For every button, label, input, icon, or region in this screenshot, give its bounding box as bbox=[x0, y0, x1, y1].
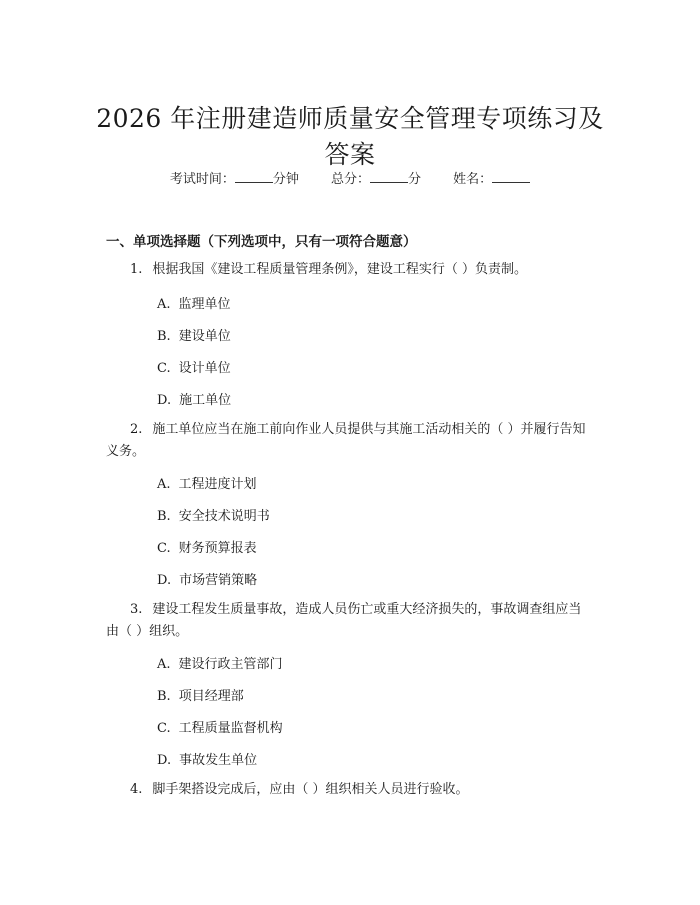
option-letter: C. bbox=[157, 721, 171, 736]
option-text: 项目经理部 bbox=[178, 689, 244, 704]
name-field bbox=[453, 168, 530, 187]
total-score-field bbox=[331, 168, 421, 187]
page-title bbox=[90, 101, 610, 173]
question-stem bbox=[106, 599, 594, 643]
option-letter: D. bbox=[157, 753, 172, 768]
option-text: 建设单位 bbox=[178, 329, 231, 344]
question-stem bbox=[106, 779, 594, 801]
option-item bbox=[157, 717, 283, 736]
option-letter: B. bbox=[157, 329, 171, 344]
option-text: 建设行政主管部门 bbox=[178, 657, 283, 672]
title-line-1: 2026 年注册建造师质量安全管理专项练习及 bbox=[96, 103, 604, 133]
question-number: 3. bbox=[130, 602, 143, 617]
section-heading: 一、单项选择题（下列选项中，只有一项符合题意） bbox=[106, 234, 417, 250]
option-letter: C. bbox=[157, 361, 171, 376]
option-letter: D. bbox=[157, 393, 172, 408]
option-text: 工程进度计划 bbox=[178, 477, 257, 492]
option-text: 设计单位 bbox=[178, 361, 231, 376]
question-stem bbox=[106, 259, 594, 281]
name-blank bbox=[492, 170, 530, 183]
option-text: 市场营销策略 bbox=[179, 573, 258, 588]
option-item bbox=[157, 473, 257, 492]
question-text: 根据我国《建设工程质量管理条例》，建设工程实行（ ）负责制。 bbox=[152, 262, 528, 277]
option-item bbox=[157, 293, 231, 312]
option-item bbox=[157, 505, 270, 524]
question-text: 脚手架搭设完成后，应由（ ）组织相关人员进行验收。 bbox=[152, 782, 469, 797]
option-text: 安全技术说明书 bbox=[178, 509, 270, 524]
option-text: 施工单位 bbox=[179, 393, 232, 408]
option-item bbox=[157, 325, 231, 344]
question-number: 4. bbox=[130, 782, 143, 797]
question-number: 1. bbox=[130, 262, 143, 277]
exam-time-blank bbox=[235, 170, 273, 183]
option-item bbox=[157, 357, 231, 376]
option-letter: A. bbox=[157, 297, 171, 312]
total-score-unit: 分 bbox=[408, 172, 422, 187]
question-stem bbox=[106, 419, 594, 463]
option-item bbox=[157, 653, 283, 672]
exam-time-label: 考试时间： bbox=[169, 172, 235, 187]
option-item bbox=[157, 389, 231, 408]
option-item bbox=[157, 685, 244, 704]
option-item bbox=[157, 537, 257, 556]
option-item bbox=[157, 569, 257, 588]
option-letter: A. bbox=[157, 657, 171, 672]
total-score-label: 总分： bbox=[330, 172, 370, 187]
option-text: 工程质量监督机构 bbox=[178, 721, 283, 736]
exam-time-unit: 分钟 bbox=[272, 172, 299, 187]
exam-time-field bbox=[170, 168, 299, 187]
option-text: 财务预算报表 bbox=[178, 541, 257, 556]
title-line-2: 答案 bbox=[324, 139, 376, 169]
option-letter: B. bbox=[157, 689, 171, 704]
exam-meta bbox=[0, 168, 700, 187]
option-text: 事故发生单位 bbox=[179, 753, 258, 768]
option-letter: A. bbox=[157, 477, 171, 492]
question-number: 2. bbox=[130, 422, 143, 437]
option-text: 监理单位 bbox=[178, 297, 231, 312]
option-letter: D. bbox=[157, 573, 172, 588]
question-text: 施工单位应当在施工前向作业人员提供与其施工活动相关的（ ）并履行告知义务。 bbox=[106, 422, 586, 459]
question-text: 建设工程发生质量事故，造成人员伤亡或重大经济损失的，事故调查组应当由（ ）组织。 bbox=[106, 602, 582, 639]
option-letter: B. bbox=[157, 509, 171, 524]
total-score-blank bbox=[370, 170, 408, 183]
option-item bbox=[157, 749, 257, 768]
name-label: 姓名： bbox=[453, 172, 493, 187]
option-letter: C. bbox=[157, 541, 171, 556]
